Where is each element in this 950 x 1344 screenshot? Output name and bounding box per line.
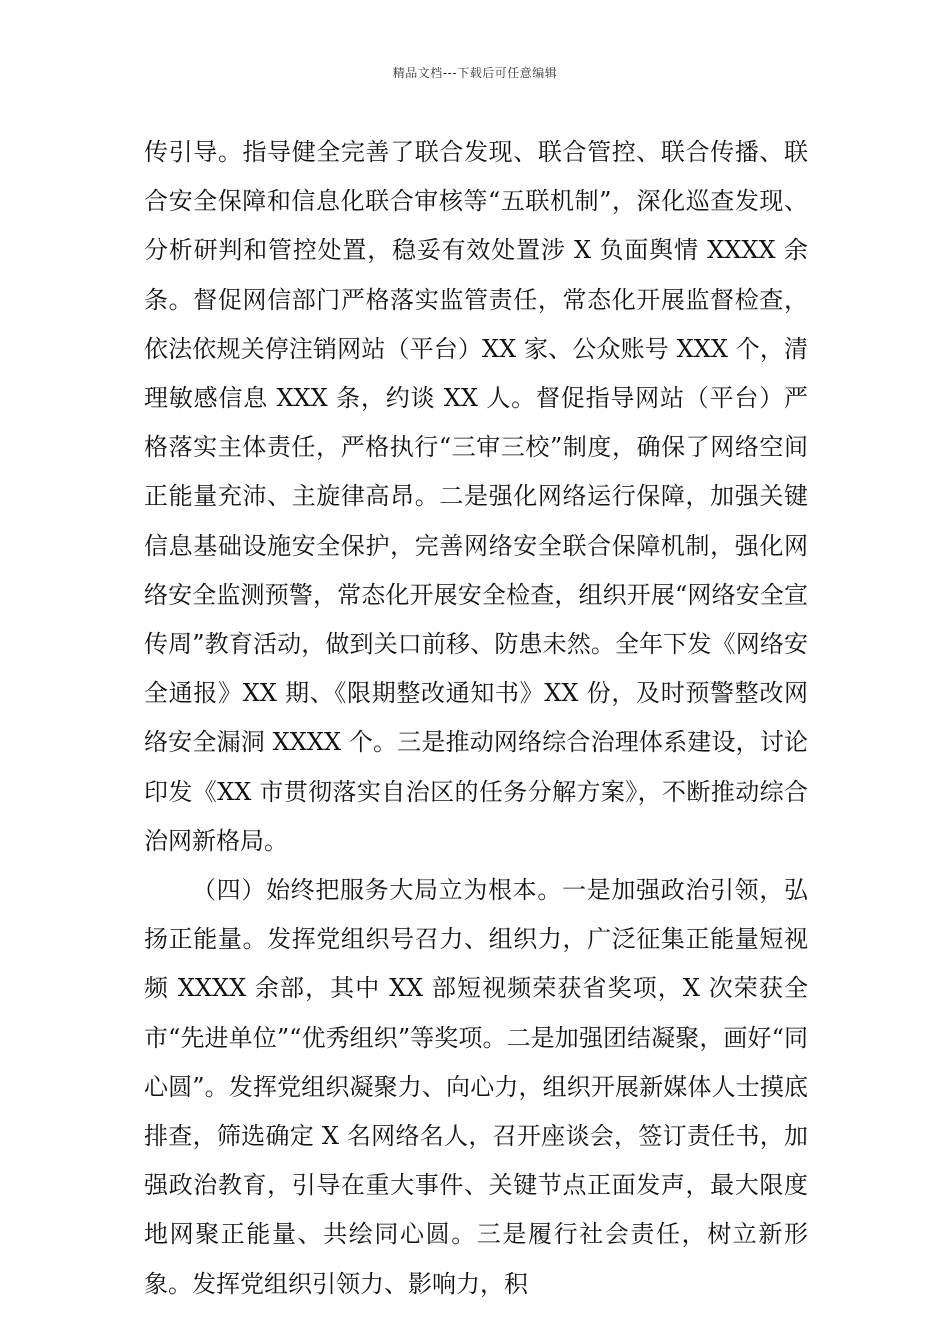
body-paragraph-continued: 传引导。指导健全完善了联合发现、联合管控、联合传播、联合安全保障和信息化联合审核等“五联机制”，深化巡查发现、分析研判和管控处置，稳妥有效处置涉 X 负面舆情 XXXX 余条。督促网信部门严格落实监管责任，常态化开展监督检查，依法依规关停注销网站（平台）XX 家、公众账号 XXX 个，清理敏感信息 XXX 条，约谈 XX 人。督促指导网站（平台）严格落实主体责任，严格执行“三审三校”制度，确保了网络空间正能量充沛、主旋律高昂。二是强化网络运行保障，加强关键信息基础设施安全保护，完善网络安全联合保障机制，强化网络安全监测预警，常态化开展安全检查，组织开展“网络安全宣传周”教育活动，做到关口前移、防患未然。全年下发《网络安全通报》XX 期、《限期整改通知书》XX 份，及时预警整改网络安全漏洞 XXXX 个。三是推动网络综合治理体系建设，讨论印发《XX 市贯彻落实自治区的任务分解方案》，不断推动综合治网新格局。	[144, 138, 808, 855]
page-header: 精品文档---下载后可任意编辑	[392, 66, 558, 80]
body-paragraph-section-four: （四）始终把服务大局立为根本。一是加强政治引领，弘扬正能量。发挥党组织号召力、组织力，广泛征集正能量短视频 XXXX 余部，其中 XX 部短视频荣获省奖项，X 次荣获全市“先进单位”“优秀组织”等奖项。二是加强团结凝聚，画好“同心圆”。发挥党组织凝聚力、向心力，组织开展新媒体人士摸底排查，筛选确定 X 名网络名人，召开座谈会，签订责任书，加强政治教育，引导在重大事件、关键节点正面发声，最大限度地网聚正能量、共绘同心圆。三是履行社会责任，树立新形象。发挥党组织引领力、影响力，积	[144, 876, 808, 1298]
document-body	[144, 128, 808, 1309]
